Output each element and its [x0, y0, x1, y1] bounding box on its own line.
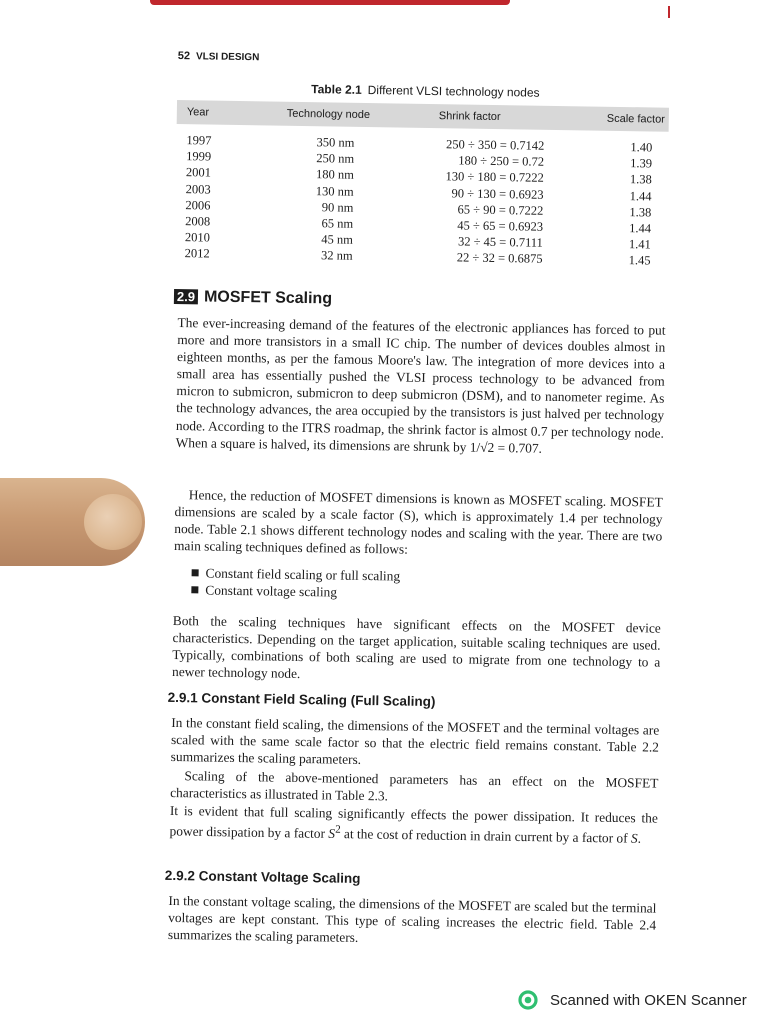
cell-technology-node: 65 nm — [321, 216, 354, 231]
cell-technology-node: 250 nm — [316, 151, 355, 166]
paragraph-constant-field: In the constant field scaling, the dimensions of the MOSFET and the terminal voltages are scaled with the same scale factor so that the electric field remains constant. Table 2.2 summarizes the scaling parameters. — [170, 714, 660, 768]
paragraph-moore-law: The ever-increasing demand of the features of the electronic appliances has forced to put more and more transistors in a small IC chip. The number of devices doubles almost in eighteen months, as per the famous Moore's law. The integration of more devices into a small area has essentially pushed the VLSI process technology to be advanced from micron to submicron, submicron to deep submicron (DSM), and to nanometer regime. As the technology advances, the area occupied by the transistors is just halved per technology node. According to the ITRS roadmap, the shrink factor is almost 0.7 per technology node. When a square is halved, its dimensions are shrunk by 1/√2 = 0.707. — [175, 315, 666, 456]
subsection-heading-constant-voltage: 2.9.2 Constant Voltage Scaling — [164, 867, 361, 886]
section-number: 2.9 — [174, 289, 198, 304]
scanner-watermark — [518, 989, 747, 1011]
variable-s: S — [328, 826, 336, 842]
red-top-edge — [150, 0, 510, 5]
cell-technology-node: 350 nm — [316, 135, 355, 150]
scanner-watermark-text: Scanned with OKEN Scanner — [550, 991, 747, 1009]
paragraph-constant-voltage: In the constant voltage scaling, the dimensions of the MOSFET are scaled but the terminal voltages are kept constant. This type of scaling increases the electric field. Table 2.4 summarizes the scaling parameters. — [167, 892, 657, 946]
cell-year: 1999 — [186, 149, 212, 164]
header-year: Year — [186, 106, 210, 119]
cell-year: 2010 — [184, 230, 211, 245]
cell-shrink-factor: 130 ÷ 180 = 0.7222 — [445, 169, 544, 186]
cell-shrink-factor: 180 ÷ 250 = 0.72 — [458, 153, 545, 169]
cell-year: 2006 — [185, 197, 211, 213]
table-label: Table 2.1 — [311, 82, 362, 97]
cell-shrink-factor: 22 ÷ 32 = 0.6875 — [456, 250, 543, 267]
book-page — [164, 40, 676, 968]
section-heading — [174, 288, 332, 308]
paragraph-scaling-effects: Both the scaling techniques have significant effects on the MOSFET device characteristics. Depending on the target application, suitable scaling techniques are used. Typically, combinations of both scaling are used to migrate from one technology to a newer technology node. — [171, 612, 661, 682]
red-corner-mark — [668, 6, 670, 18]
cell-scale-factor: 1.45 — [628, 253, 651, 268]
cell-technology-node: 90 nm — [321, 200, 354, 215]
cell-year: 2003 — [185, 181, 211, 197]
cell-year: 1997 — [186, 133, 212, 148]
cell-shrink-factor: 65 ÷ 90 = 0.7222 — [457, 202, 544, 218]
cell-scale-factor: 1.38 — [629, 172, 652, 187]
page-number: 52 — [177, 49, 191, 63]
table-header-row — [177, 100, 669, 132]
section-title: MOSFET Scaling — [203, 288, 333, 308]
header-technology-node: Technology node — [286, 107, 371, 122]
cell-shrink-factor: 32 ÷ 45 = 0.7111 — [457, 234, 543, 250]
exponent: 2 — [335, 823, 341, 836]
list-item: Constant field scaling or full scaling — [191, 564, 400, 584]
cell-technology-node: 130 nm — [315, 183, 354, 199]
cell-technology-node: 45 nm — [321, 232, 353, 247]
cell-scale-factor: 1.44 — [629, 188, 652, 204]
header-scale-factor: Scale factor — [606, 112, 665, 126]
cell-shrink-factor: 250 ÷ 350 = 0.7142 — [445, 137, 545, 153]
oken-scanner-icon — [518, 990, 538, 1010]
cell-scale-factor: 1.40 — [630, 140, 653, 155]
scaling-techniques-list — [191, 564, 400, 602]
cell-scale-factor: 1.44 — [629, 221, 652, 236]
thumbnail — [84, 494, 142, 550]
paragraph-table-reference: Scaling of the above-mentioned parameters has an effect on the MOSFET characteristics as illustrated in Table 2.3. — [170, 768, 659, 804]
subsection-heading-constant-field: 2.9.1 Constant Field Scaling (Full Scaling) — [167, 689, 436, 710]
cell-year: 2008 — [185, 214, 211, 229]
header-shrink-factor: Shrink factor — [438, 110, 501, 124]
table-caption-text: Different VLSI technology nodes — [367, 82, 540, 100]
cell-year: 2012 — [184, 246, 210, 261]
variable-s: S — [630, 830, 638, 846]
cell-year: 2001 — [185, 165, 212, 180]
table-caption — [311, 82, 540, 100]
paragraph-power-dissipation: It is evident that full scaling significantly effects the power dissipation. It reduces the power dissipation by a factor $S^2$ at the cost of reduction in drain current by a factor of S. — [169, 802, 658, 846]
paragraph-scale-factor: Hence, the reduction of MOSFET dimensions is known as MOSFET scaling. MOSFET dimensions are scaled by a scale factor (S), which is approximately 1.4 per technology node. Table 2.1 shows different technology nodes and scaling with the year. There are two main scaling techniques defined as follows: — [173, 487, 663, 557]
cell-shrink-factor: 90 ÷ 130 = 0.6923 — [451, 185, 544, 202]
cell-shrink-factor: 45 ÷ 65 = 0.6923 — [457, 218, 544, 234]
book-title: VLSI DESIGN — [195, 51, 260, 64]
cell-scale-factor: 1.41 — [628, 237, 651, 252]
cell-scale-factor: 1.39 — [630, 156, 653, 171]
running-head — [178, 50, 260, 63]
cell-technology-node: 180 nm — [315, 167, 355, 183]
cell-scale-factor: 1.38 — [629, 204, 652, 220]
list-item: Constant voltage scaling — [191, 581, 400, 601]
cell-technology-node: 32 nm — [320, 248, 353, 264]
